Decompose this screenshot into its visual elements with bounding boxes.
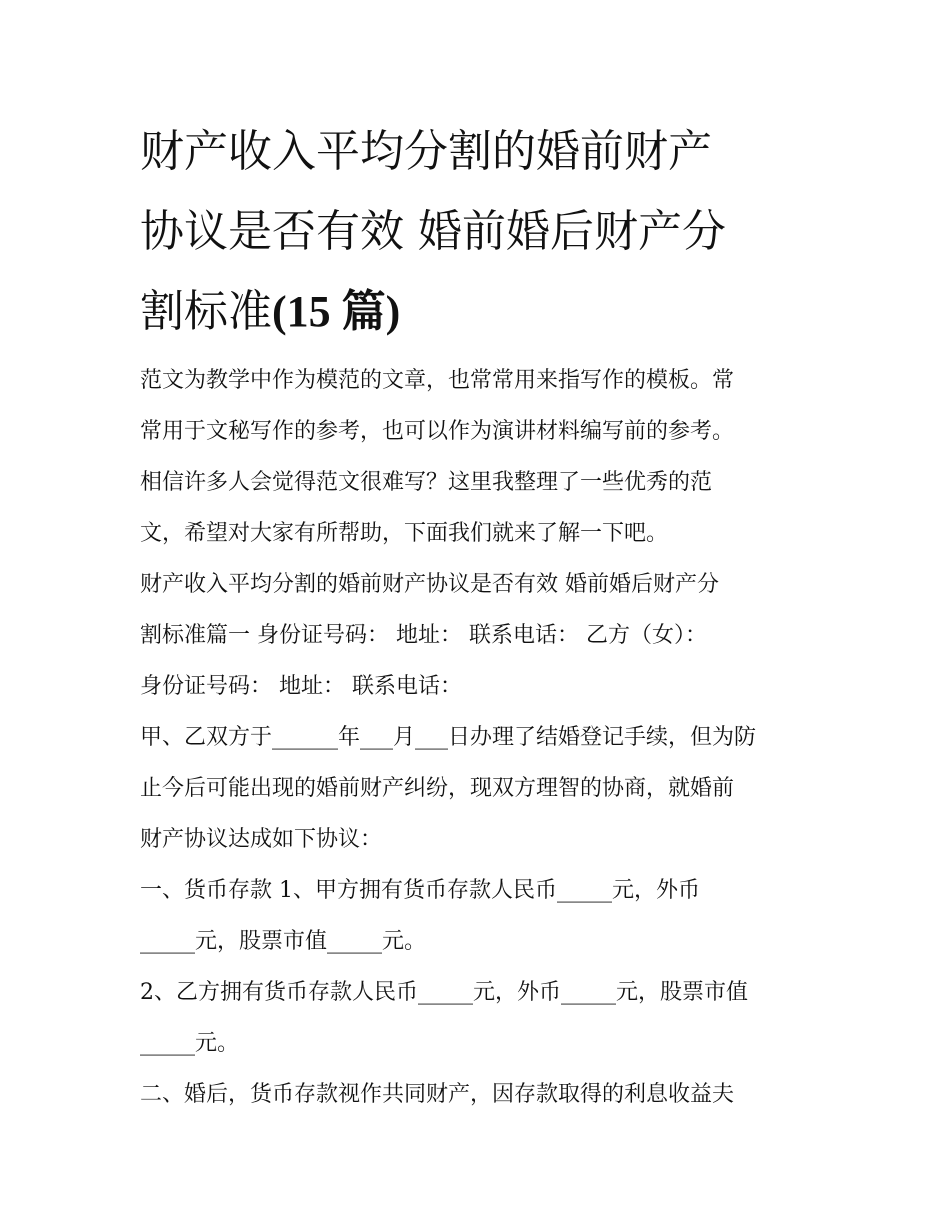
body-line: 相信许多人会觉得范文很难写？这里我整理了一些优秀的范 (140, 470, 713, 495)
body-line: 止今后可能出现的婚前财产纠纷，现双方理智的协商，就婚前 (140, 776, 735, 801)
body-line: 割标准篇一 身份证号码： 地址： 联系电话： 乙方（女）： (140, 623, 707, 648)
body-line: 常用于文秘写作的参考，也可以作为演讲材料编写前的参考。 (140, 419, 735, 444)
title-line-text: 割标准 (140, 286, 272, 337)
title-line (140, 272, 820, 352)
body-line: _____元。 (140, 1031, 240, 1056)
body-line: 身份证号码： 地址： 联系电话： (140, 674, 462, 699)
body-line: 财产协议达成如下协议： (140, 827, 383, 852)
body-line: 2、乙方拥有货币存款人民币_____元，外币_____元，股票市值 (140, 980, 748, 1005)
body-line: 文，希望对大家有所帮助，下面我们就来了解一下吧。 (140, 521, 669, 546)
body-line: 二、婚后，货币存款视作共同财产，因存款取得的利息收益夫 (140, 1082, 735, 1107)
body-line: 一、货币存款 1、甲方拥有货币存款人民币_____元，外币 (140, 878, 700, 903)
title-line: 财产收入平均分割的婚前财产 (140, 126, 712, 177)
body-line: 范文为教学中作为模范的文章，也常常用来指写作的模板。常 (140, 368, 735, 393)
title-line: 协议是否有效 婚前婚后财产分 (140, 206, 726, 257)
body-line: 财产收入平均分割的婚前财产协议是否有效 婚前婚后财产分 (140, 572, 719, 597)
body-line: 甲、乙双方于______年___月___日办理了结婚登记手续，但为防 (140, 725, 757, 750)
body-line: _____元，股票市值_____元。 (140, 929, 427, 954)
document-title (140, 112, 820, 352)
title-count: (15 篇) (272, 287, 401, 336)
document-body (140, 355, 820, 1120)
